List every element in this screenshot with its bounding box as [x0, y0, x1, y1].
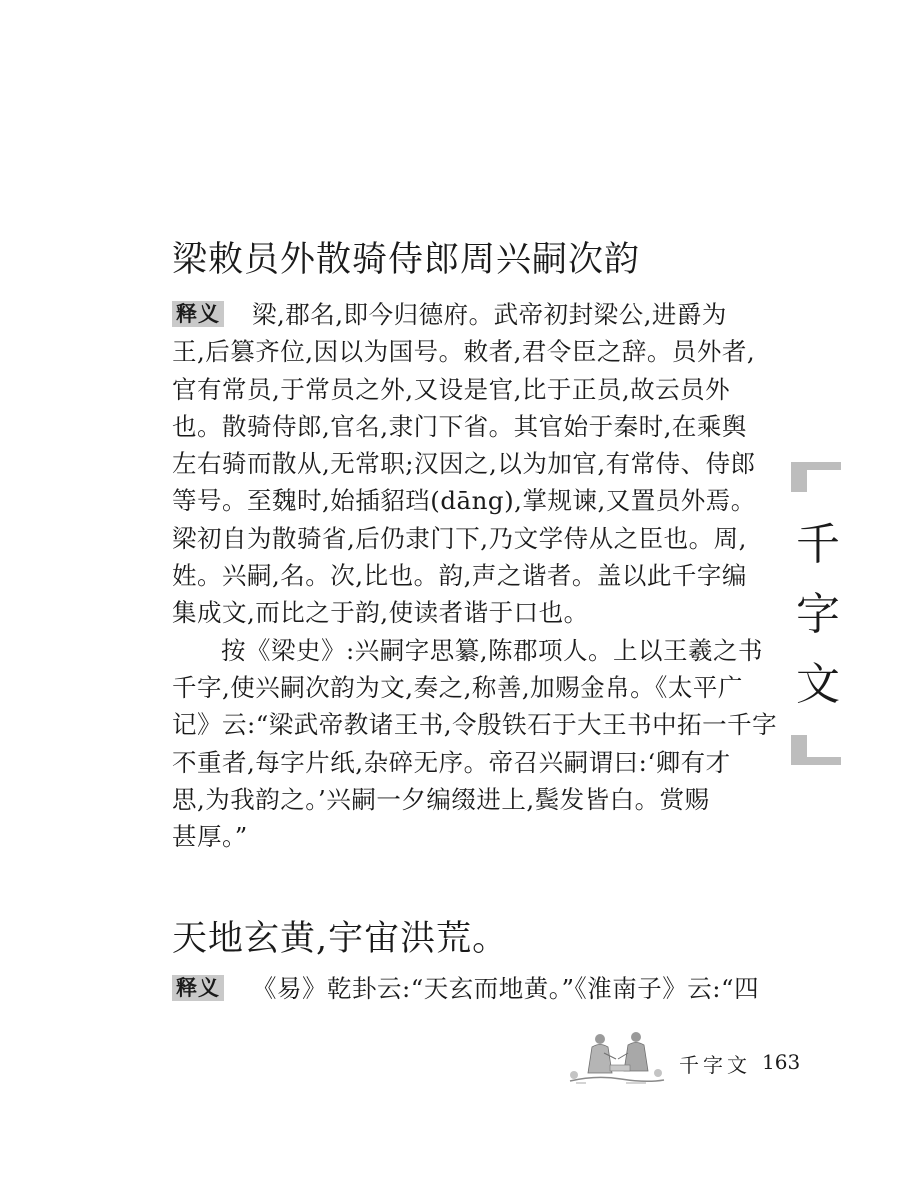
annotation-tag: 释义 — [172, 975, 224, 1001]
text-line: 甚厚。” — [172, 822, 248, 852]
side-title-char: 字 — [796, 589, 840, 640]
text-line: 不重者,每字片纸,杂碎无序。帝召兴嗣谓曰:‘卿有才 — [172, 747, 731, 777]
text-line: 思,为我韵之。’兴嗣一夕编缀进上,鬓发皆白。赏赐 — [172, 784, 710, 814]
text-line: 左右骑而散从,无常职;汉因之,以为加官,有常侍、侍郎 — [172, 449, 756, 479]
text-line-content: 《易》乾卦云:“天玄而地黄。”《淮南子》云:“四 — [252, 974, 760, 1003]
annotation-block — [172, 970, 760, 1007]
bracket-bottom-icon — [791, 735, 841, 765]
text-line: 千字,使兴嗣次韵为文,奏之,称善,加赐金帛。《太平广 — [172, 672, 743, 702]
page-number: 163 — [762, 1050, 801, 1074]
side-title-tab — [791, 462, 841, 765]
annotation-tag: 释义 — [172, 301, 224, 327]
text-line: 集成文,而比之于韵,使读者谐于口也。 — [172, 598, 589, 628]
annotation-block — [172, 296, 778, 855]
side-title-chars — [795, 510, 841, 720]
text-line: 官有常员,于常员之外,又设是官,比于正员,故云员外 — [172, 374, 731, 404]
text-line: 等号。至魏时,始插貂珰(dāng),掌规谏,又置员外焉。 — [172, 486, 756, 516]
text-line: 梁初自为散骑省,后仍隶门下,乃文学侍从之臣也。周, — [172, 523, 747, 553]
section-heading: 梁敕员外散骑侍郎周兴嗣次韵 — [172, 240, 641, 280]
page-footer — [566, 1025, 806, 1095]
text-line: 也。散骑侍郎,官名,隶门下省。其官始于秦时,在乘舆 — [172, 411, 747, 441]
section-heading: 天地玄黄,宇宙洪荒。 — [172, 919, 509, 959]
text-line: 姓。兴嗣,名。次,比也。韵,声之谐者。盖以此千字编 — [172, 561, 747, 591]
side-title-char: 千 — [796, 519, 840, 570]
running-title: 千字文 — [679, 1053, 751, 1077]
text-line: 按《梁史》:兴嗣字思纂,陈郡项人。上以王羲之书 — [221, 635, 764, 665]
side-title-char: 文 — [796, 659, 840, 710]
text-line — [172, 970, 760, 1007]
text-line: 王,后篡齐位,因以为国号。敕者,君令臣之辞。员外者, — [172, 337, 756, 367]
text-line-content: 梁,郡名,即今归德府。武帝初封梁公,进爵为 — [252, 300, 727, 329]
scholars-illustration-icon — [566, 1025, 666, 1087]
text-line: 记》云:“梁武帝教诸王书,令殷铁石于大王书中拓一千字 — [172, 710, 778, 740]
bracket-top-icon — [791, 462, 841, 492]
text-line — [172, 296, 748, 333]
